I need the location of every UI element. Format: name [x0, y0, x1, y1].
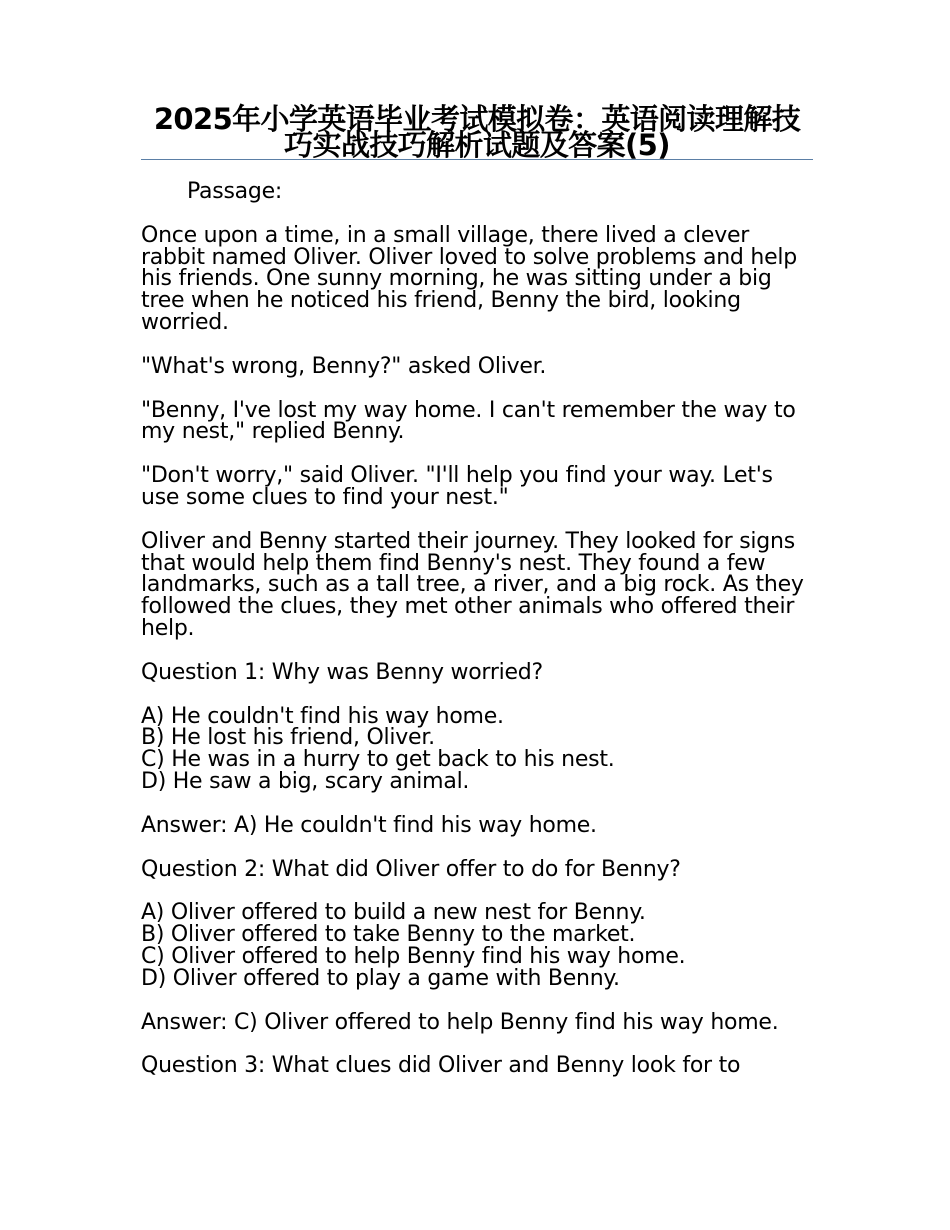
- option-a: A) He couldn't find his way home.: [141, 703, 504, 729]
- passage-paragraph-1: Once upon a time, in a small village, there lived a clever rabbit named Oliver. Oliver loved to solve problems and help his friends. One sunny morning, he was sitting under a big tree when he noticed his friend, Benny the bird, looking worried.: [141, 222, 797, 335]
- option-a: A) Oliver offered to build a new nest for Benny.: [141, 900, 646, 926]
- option-b: B) Oliver offered to take Benny to the market.: [141, 922, 636, 948]
- question-2: Question 2: What did Oliver offer to do for Benny?: [141, 856, 681, 882]
- question-3: Question 3: What clues did Oliver and Benny look for to: [141, 1053, 741, 1079]
- passage-label: Passage:: [187, 179, 283, 204]
- title-block: [141, 96, 813, 160]
- option-b: B) He lost his friend, Oliver.: [141, 725, 435, 751]
- question-2-options: [141, 902, 813, 989]
- document-page: [141, 96, 813, 1077]
- option-d: D) He saw a big, scary animal.: [141, 768, 470, 794]
- question-1: Question 1: Why was Benny worried?: [141, 659, 543, 685]
- option-c: C) He was in a hurry to get back to his nest.: [141, 747, 615, 773]
- document-title: 2025年小学英语毕业考试模拟卷：英语阅读理解技巧实战技巧解析试题及答案(5): [153, 102, 801, 162]
- option-c: C) Oliver offered to help Benny find his way home.: [141, 943, 686, 969]
- answer-2: Answer: C) Oliver offered to help Benny find his way home.: [141, 1009, 779, 1035]
- passage-paragraph-5: Oliver and Benny started their journey. They looked for signs that would help them find Benny's nest. They found a few landmarks, such as a tall tree, a river, and a big rock. As they followed the clues, they met other animals who offered their help.: [141, 528, 804, 641]
- option-d: D) Oliver offered to play a game with Benny.: [141, 965, 620, 991]
- question-1-options: [141, 703, 813, 794]
- passage-paragraph-4: "Don't worry," said Oliver. "I'll help you find your way. Let's use some clues to find your nest.": [141, 463, 773, 510]
- passage-paragraph-3: "Benny, I've lost my way home. I can't remember the way to my nest," replied Benny.: [141, 397, 796, 445]
- passage-paragraph-2: "What's wrong, Benny?" asked Oliver.: [141, 353, 547, 379]
- answer-1: Answer: A) He couldn't find his way home.: [141, 812, 597, 838]
